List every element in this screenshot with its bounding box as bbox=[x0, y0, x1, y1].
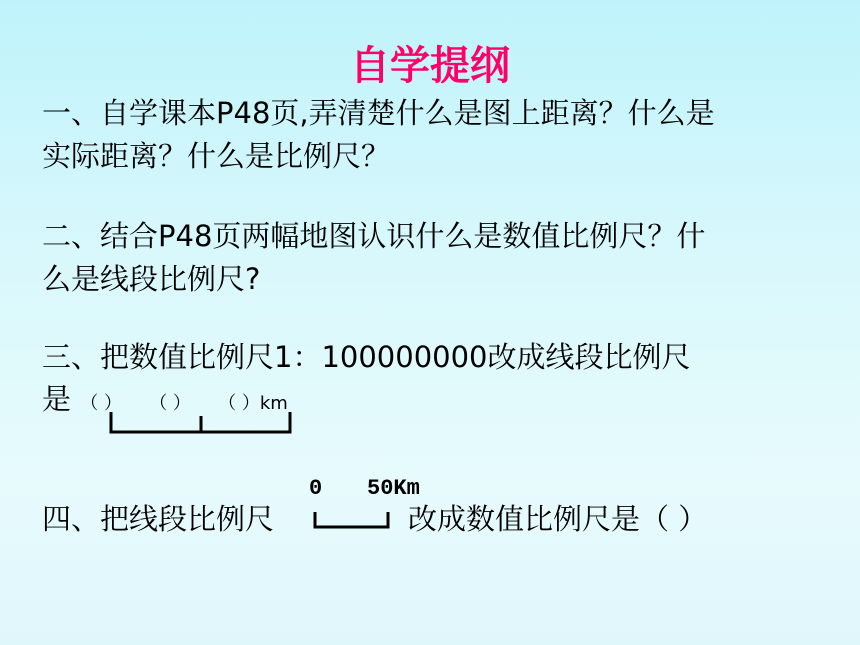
line-scale-50km bbox=[310, 508, 394, 532]
scale-label-50km: 50Km bbox=[367, 476, 420, 501]
item-1-line-1: 一、自学课本P48页,弄清楚什么是图上距离？什么是 bbox=[42, 96, 715, 130]
unit-km: km bbox=[259, 393, 288, 414]
scale-label-zero: 0 bbox=[309, 476, 323, 501]
item-4-suffix: 改成数值比例尺是（ ） bbox=[408, 502, 708, 536]
item-3-line-1: 三、把数值比例尺1：100000000改成线段比例尺 bbox=[42, 340, 691, 374]
item-4-line bbox=[42, 499, 274, 539]
item-1-line-2: 实际距离？什么是比例尺？ bbox=[42, 139, 391, 173]
item-3-prefix: 是 bbox=[42, 382, 72, 416]
item-2-line-2: 么是线段比例尺? bbox=[42, 262, 261, 296]
slide-title: 自学提纲 bbox=[350, 43, 510, 89]
answer-blank-2: （ ） bbox=[149, 393, 191, 414]
item-4-prefix: 四、把线段比例尺 bbox=[42, 502, 275, 536]
blank-line-scale bbox=[104, 408, 299, 438]
item-2-line-1: 二、结合P48页两幅地图认识什么是数值比例尺？什 bbox=[42, 219, 706, 253]
answer-blank-1: （ ） bbox=[80, 393, 122, 414]
answer-blank-3: （ ） bbox=[218, 393, 260, 414]
